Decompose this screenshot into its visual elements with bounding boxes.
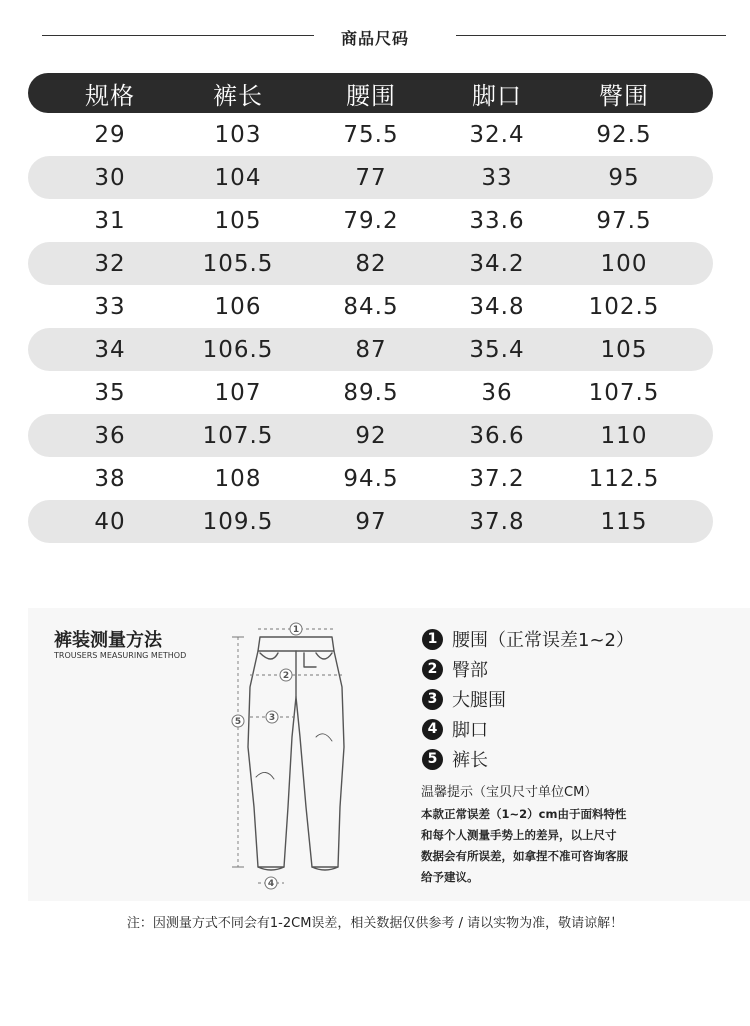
cell-length: 108 [214, 465, 262, 492]
header-hem: 脚口 [472, 81, 522, 110]
marker-3: 3 [268, 713, 276, 723]
cell-waist: 84.5 [343, 293, 399, 320]
cell-hem: 34.2 [469, 250, 525, 277]
legend-label-hem: 脚口 [452, 720, 488, 741]
legend-label-length: 裤长 [452, 750, 488, 771]
measure-title: 裤装测量方法 [54, 630, 162, 651]
legend-item-length [422, 744, 634, 774]
cell-hip: 105 [600, 336, 648, 363]
size-table [28, 73, 713, 543]
legend-label-hip: 臀部 [452, 660, 488, 681]
cell-spec: 30 [94, 164, 126, 191]
cell-hem: 37.8 [469, 508, 525, 535]
cell-hem: 32.4 [469, 121, 525, 148]
cell-waist: 97 [355, 508, 387, 535]
cell-waist: 94.5 [343, 465, 399, 492]
marker-4: 4 [267, 879, 275, 889]
tips-line: 本款正常误差（1~2）cm由于面料特性 [421, 807, 627, 821]
header-spec: 规格 [85, 81, 135, 110]
legend-item-thigh [422, 684, 634, 714]
legend-item-hip [422, 654, 634, 684]
header-waist: 腰围 [346, 81, 396, 110]
cell-spec: 36 [94, 422, 126, 449]
trousers-diagram [220, 617, 410, 897]
cell-hip: 112.5 [588, 465, 660, 492]
cell-hip: 97.5 [596, 207, 652, 234]
cell-waist: 87 [355, 336, 387, 363]
cell-hem: 34.8 [469, 293, 525, 320]
tips-line: 给予建议。 [421, 870, 479, 884]
cell-spec: 34 [94, 336, 126, 363]
legend-item-waist [422, 624, 634, 654]
cell-hip: 110 [600, 422, 648, 449]
table-row [28, 500, 713, 543]
cell-waist: 77 [355, 164, 387, 191]
cell-hip: 92.5 [596, 121, 652, 148]
table-row [28, 156, 713, 199]
cell-length: 107.5 [202, 422, 274, 449]
cell-spec: 31 [94, 207, 126, 234]
cell-hip: 95 [608, 164, 640, 191]
cell-length: 103 [214, 121, 262, 148]
cell-hem: 36 [481, 379, 513, 406]
cell-waist: 89.5 [343, 379, 399, 406]
cell-hip: 102.5 [588, 293, 660, 320]
tips-line: 和每个人测量手势上的差异，以上尺寸 [421, 828, 617, 842]
cell-length: 105.5 [202, 250, 274, 277]
cell-length: 106.5 [202, 336, 274, 363]
legend-item-hem [422, 714, 634, 744]
tips-heading: 温馨提示（宝贝尺寸单位CM） [421, 785, 598, 800]
table-row [28, 285, 713, 328]
table-row [28, 457, 713, 500]
title-divider-right [456, 35, 726, 36]
cell-hem: 35.4 [469, 336, 525, 363]
table-row [28, 371, 713, 414]
cell-length: 109.5 [202, 508, 274, 535]
header-length: 裤长 [213, 81, 263, 110]
cell-hem: 36.6 [469, 422, 525, 449]
cell-hem: 37.2 [469, 465, 525, 492]
cell-hip: 115 [600, 508, 648, 535]
number-3-icon: 3 [422, 689, 443, 710]
header-hip: 臀围 [599, 81, 649, 110]
number-1-icon: 1 [422, 629, 443, 650]
marker-5: 5 [234, 717, 242, 727]
marker-1: 1 [292, 625, 300, 635]
cell-hip: 100 [600, 250, 648, 277]
cell-length: 106 [214, 293, 262, 320]
table-row [28, 199, 713, 242]
cell-spec: 38 [94, 465, 126, 492]
tips-body [421, 804, 681, 888]
legend-label-waist: 腰围（正常误差1~2） [452, 630, 634, 651]
cell-spec: 35 [94, 379, 126, 406]
table-row [28, 414, 713, 457]
tips-line: 数据会有所误差，如拿捏不准可咨询客服 [421, 849, 628, 863]
cell-hem: 33.6 [469, 207, 525, 234]
legend-label-thigh: 大腿围 [452, 690, 506, 711]
measure-subtitle: TROUSERS MEASURING METHOD [54, 651, 187, 660]
tips-block [421, 781, 681, 888]
section-title [0, 22, 750, 50]
cell-waist: 92 [355, 422, 387, 449]
cell-hem: 33 [481, 164, 513, 191]
disclaimer-note: 注：因测量方式不同会有1-2CM误差，相关数据仅供参考 / 请以实物为准，敬请谅解！ [126, 916, 624, 931]
cell-spec: 32 [94, 250, 126, 277]
number-2-icon: 2 [422, 659, 443, 680]
cell-waist: 75.5 [343, 121, 399, 148]
cell-spec: 29 [94, 121, 126, 148]
cell-spec: 33 [94, 293, 126, 320]
cell-waist: 82 [355, 250, 387, 277]
measure-legend [422, 624, 634, 774]
cell-length: 104 [214, 164, 262, 191]
cell-length: 105 [214, 207, 262, 234]
size-table-header [28, 73, 713, 113]
cell-spec: 40 [94, 508, 126, 535]
marker-2: 2 [282, 671, 290, 681]
cell-length: 107 [214, 379, 262, 406]
table-row [28, 328, 713, 371]
page-title: 商品尺码 [340, 29, 409, 48]
number-5-icon: 5 [422, 749, 443, 770]
table-row [28, 113, 713, 156]
table-row [28, 242, 713, 285]
cell-hip: 107.5 [588, 379, 660, 406]
number-4-icon: 4 [422, 719, 443, 740]
cell-waist: 79.2 [343, 207, 399, 234]
